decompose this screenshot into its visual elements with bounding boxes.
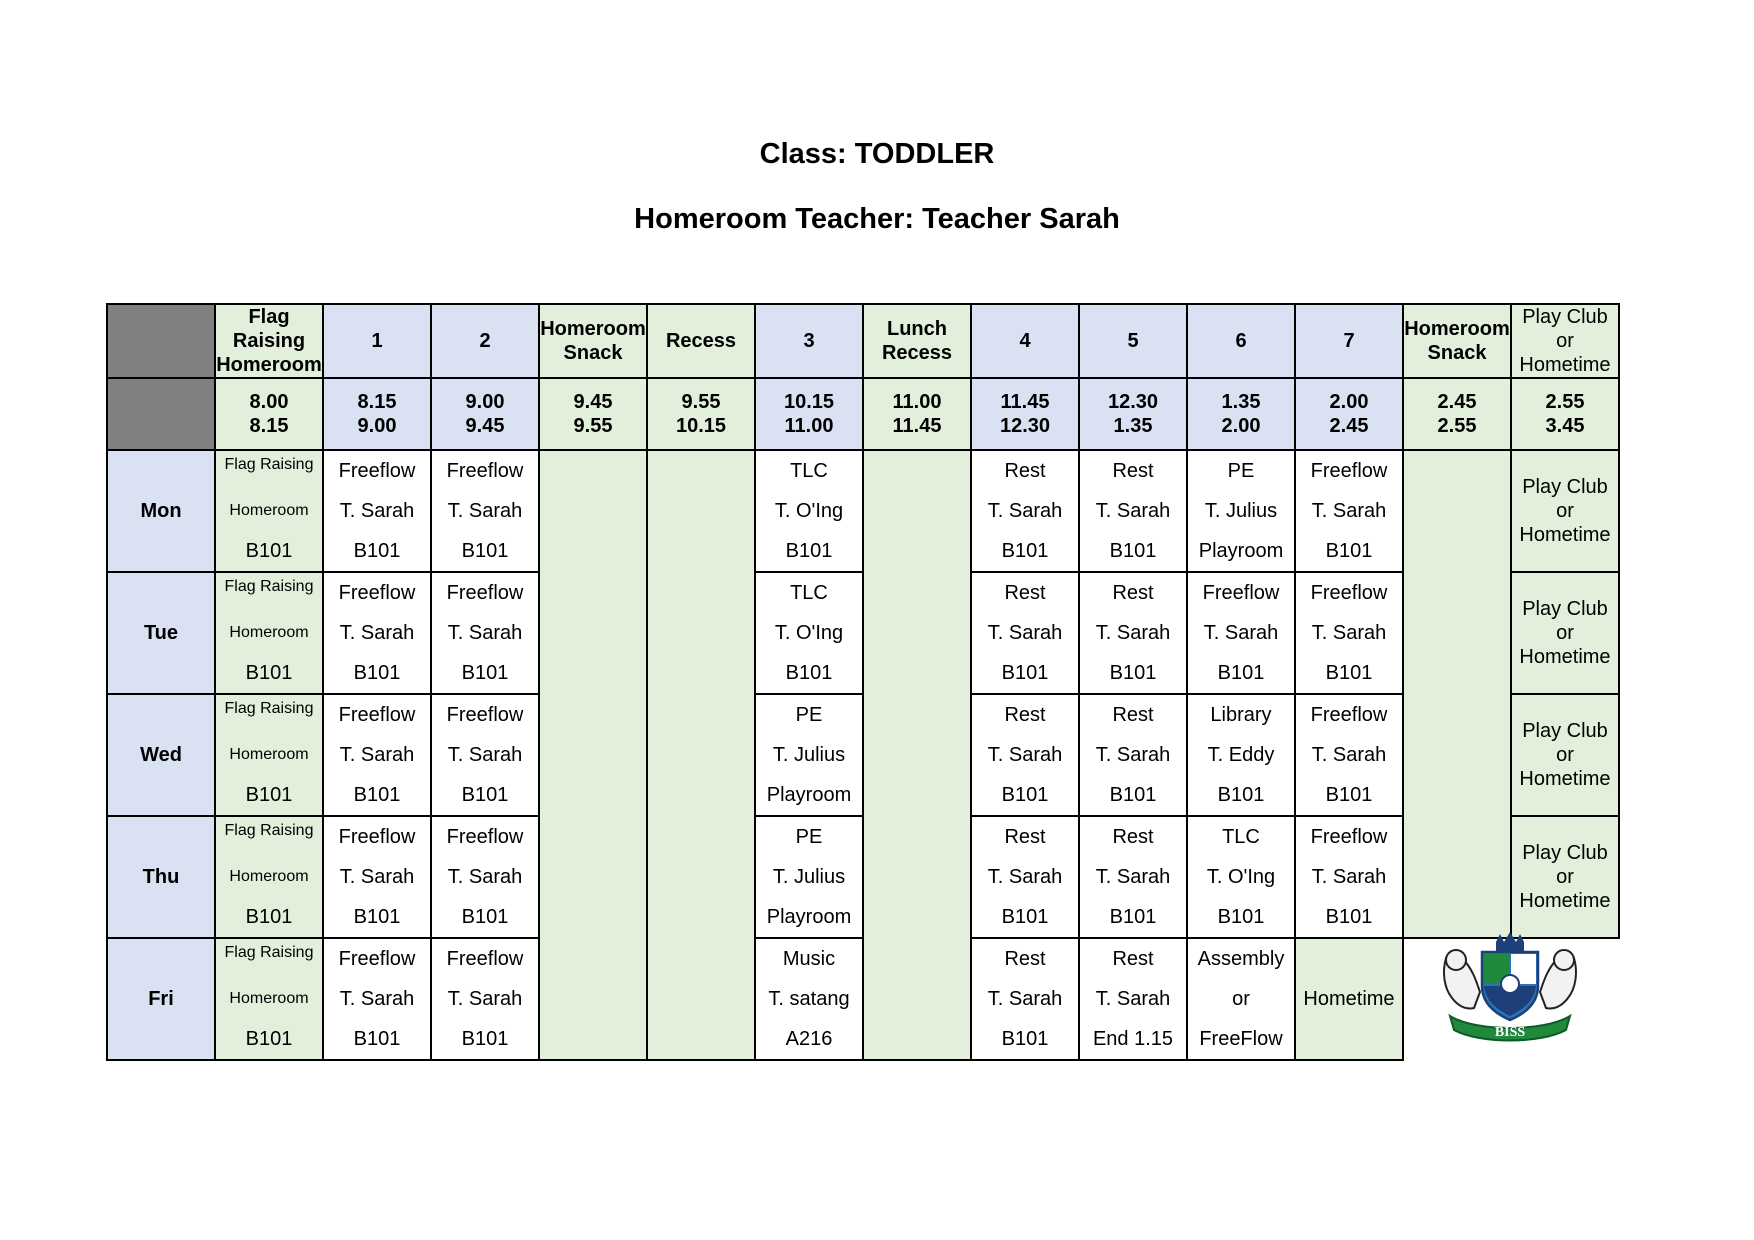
period-4-cell: Rest T. Sarah B101 <box>971 938 1079 1060</box>
period-6-cell: Assembly or FreeFlow <box>1187 938 1295 1060</box>
play-club-cell: Play Club or Hometime <box>1511 450 1619 572</box>
header-flag-raising: Flag Raising Homeroom <box>216 306 322 376</box>
lunch-recess-column <box>863 450 971 1060</box>
period-3-cell: PE T. Julius Playroom <box>755 694 863 816</box>
time-cell: 9.00 9.45 <box>431 378 539 450</box>
period-1-cell: Freeflow T. Sarah B101 <box>323 572 431 694</box>
time-cell: 12.30 1.35 <box>1079 378 1187 450</box>
corner-cell <box>107 304 215 378</box>
period-5-cell: Rest T. Sarah B101 <box>1079 572 1187 694</box>
period-header-row <box>107 304 1619 378</box>
period-5-cell: Rest T. Sarah B101 <box>1079 450 1187 572</box>
period-6-cell: Freeflow T. Sarah B101 <box>1187 572 1295 694</box>
shield-icon <box>1482 952 1538 1020</box>
period-1-cell: Freeflow T. Sarah B101 <box>323 694 431 816</box>
timetable <box>106 303 1620 1061</box>
period-5-cell: Rest T. Sarah B101 <box>1079 694 1187 816</box>
flag-raising-cell: Flag Raising Homeroom B101 <box>215 816 323 938</box>
period-1-cell: Freeflow T. Sarah B101 <box>323 816 431 938</box>
svg-text:BISS: BISS <box>1494 1025 1526 1040</box>
recess-column <box>647 450 755 1060</box>
header-period-4: 4 <box>971 304 1079 378</box>
period-4-cell: Rest T. Sarah B101 <box>971 816 1079 938</box>
flag-raising-cell: Flag Raising Homeroom B101 <box>215 938 323 1060</box>
crown-icon <box>1496 932 1524 951</box>
day-row-mon <box>107 450 1619 572</box>
time-cell: 9.55 10.15 <box>647 378 755 450</box>
time-cell: 2.55 3.45 <box>1511 378 1619 450</box>
period-2-cell: Freeflow T. Sarah B101 <box>431 450 539 572</box>
flag-raising-cell: Flag Raising Homeroom B101 <box>215 450 323 572</box>
period-5-cell: Rest T. Sarah End 1.15 <box>1079 938 1187 1060</box>
period-5-cell: Rest T. Sarah B101 <box>1079 816 1187 938</box>
header-recess: Recess <box>647 304 755 378</box>
homeroom-teacher-title: Homeroom Teacher: Teacher Sarah <box>634 203 1120 235</box>
period-7-cell: Freeflow T. Sarah B101 <box>1295 816 1403 938</box>
day-label: Wed <box>107 694 215 816</box>
day-label: Thu <box>107 816 215 938</box>
period-4-cell: Rest T. Sarah B101 <box>971 450 1079 572</box>
header-period-6: 6 <box>1187 304 1295 378</box>
play-club-cell: Play Club or Hometime <box>1511 694 1619 816</box>
time-row <box>107 378 1619 450</box>
period-2-cell: Freeflow T. Sarah B101 <box>431 816 539 938</box>
period-2-cell: Freeflow T. Sarah B101 <box>431 938 539 1060</box>
period-2-cell: Freeflow T. Sarah B101 <box>431 694 539 816</box>
period-1-cell: Freeflow T. Sarah B101 <box>323 938 431 1060</box>
play-club-cell: Play Club or Hometime <box>1511 816 1619 938</box>
school-crest-logo <box>1436 932 1584 1044</box>
period-7-cell: Freeflow T. Sarah B101 <box>1295 694 1403 816</box>
time-cell: 10.15 11.00 <box>755 378 863 450</box>
day-label: Fri <box>107 938 215 1060</box>
corner-cell-time <box>107 378 215 450</box>
flag-raising-cell: Flag Raising Homeroom B101 <box>215 572 323 694</box>
homeroom-snack-afternoon-column <box>1403 450 1511 938</box>
period-7-cell: Freeflow T. Sarah B101 <box>1295 572 1403 694</box>
class-title: Class: TODDLER <box>759 138 995 170</box>
time-cell: 1.35 2.00 <box>1187 378 1295 450</box>
period-7-cell: Freeflow T. Sarah B101 <box>1295 450 1403 572</box>
play-club-cell: Play Club or Hometime <box>1511 572 1619 694</box>
time-cell: 11.00 11.45 <box>863 378 971 450</box>
header-period-5: 5 <box>1079 304 1187 378</box>
period-3-cell: TLC T. O'Ing B101 <box>755 572 863 694</box>
header-lunch-recess: Lunch Recess <box>863 304 971 378</box>
header-play-club: Play Club or Hometime <box>1511 304 1619 378</box>
header-period-1: 1 <box>323 304 431 378</box>
day-label: Mon <box>107 450 215 572</box>
time-cell: 8.15 9.00 <box>323 378 431 450</box>
time-cell: 2.00 2.45 <box>1295 378 1403 450</box>
period-3-cell: Music T. satang A216 <box>755 938 863 1060</box>
period-6-cell: PE T. Julius Playroom <box>1187 450 1295 572</box>
day-label: Tue <box>107 572 215 694</box>
header-homeroom-snack-2: Homeroom Snack <box>1403 304 1511 378</box>
header-period-3: 3 <box>755 304 863 378</box>
period-6-cell: Library T. Eddy B101 <box>1187 694 1295 816</box>
time-cell: 2.45 2.55 <box>1403 378 1511 450</box>
period-6-cell: TLC T. O'Ing B101 <box>1187 816 1295 938</box>
time-cell: 9.45 9.55 <box>539 378 647 450</box>
time-cell: 11.45 12.30 <box>971 378 1079 450</box>
period-4-cell: Rest T. Sarah B101 <box>971 572 1079 694</box>
header-homeroom-snack: Homeroom Snack <box>539 304 647 378</box>
header-period-7: 7 <box>1295 304 1403 378</box>
period-1-cell: Freeflow T. Sarah B101 <box>323 450 431 572</box>
period-2-cell: Freeflow T. Sarah B101 <box>431 572 539 694</box>
period-3-cell: PE T. Julius Playroom <box>755 816 863 938</box>
time-cell: 8.00 8.15 <box>215 378 323 450</box>
period-3-cell: TLC T. O'Ing B101 <box>755 450 863 572</box>
period-4-cell: Rest T. Sarah B101 <box>971 694 1079 816</box>
homeroom-snack-column <box>539 450 647 1060</box>
header-period-2: 2 <box>431 304 539 378</box>
flag-raising-cell: Flag Raising Homeroom B101 <box>215 694 323 816</box>
hometime-cell: Hometime <box>1295 938 1403 1060</box>
